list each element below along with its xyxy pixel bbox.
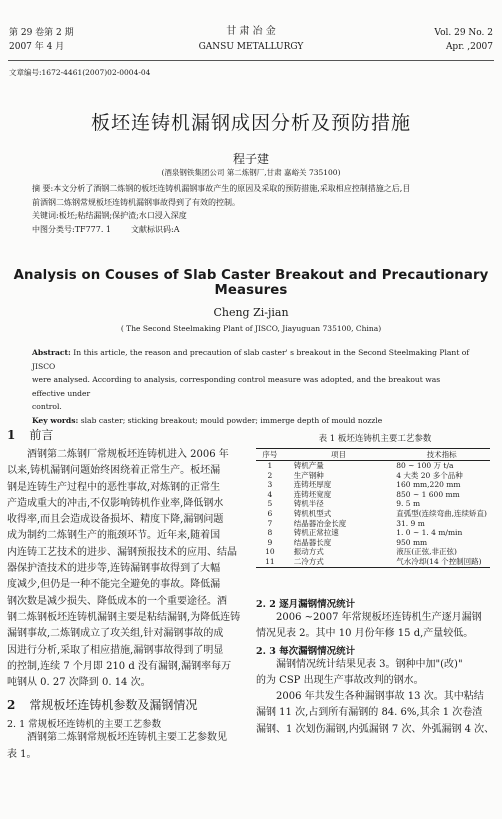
table-cell-index: 4 xyxy=(267,489,273,499)
table-cell-item: 铸机半径 xyxy=(293,499,324,509)
subsection-2-1-body xyxy=(7,730,247,763)
keywords-en-label: Key words: xyxy=(32,415,79,425)
paper-title-en: Analysis on Couses of Slab Caster Breakout and Precautionary Measures xyxy=(13,268,489,298)
table-cell-spec: 950 mm xyxy=(396,537,428,547)
table-cell-spec: 31. 9 m xyxy=(396,518,425,528)
text-line: 收得率,而且会造成设备损坏、精度下降,漏钢问题 xyxy=(7,514,224,526)
table-cell-spec: 850 ~ 1 600 mm xyxy=(396,489,460,499)
abstract-en xyxy=(32,346,472,427)
table-cell-spec: 直弧型(连续弯曲,连续矫直) xyxy=(396,508,487,518)
table-cell-spec: 气水冷却(14 个控制回路) xyxy=(393,557,490,567)
text-line: 漏钢 11 次,占到所有漏钢的 84. 6%,其余 1 次卷渣 xyxy=(256,707,483,719)
table-cell-spec: 4 大类 20 多个品种 xyxy=(396,470,463,480)
text-line: 漏钢、1 次划伤漏钢,内弧漏钢 7 次、外弧漏钢 4 次、 xyxy=(256,723,495,735)
header-rule xyxy=(8,60,494,61)
article-id: 文章编号:1672-4461(2007)02-0004-04 xyxy=(9,68,151,77)
section-1-number: 1 xyxy=(7,428,16,442)
section-1-title: 前言 xyxy=(29,428,54,442)
document-code: 文献标识码:A xyxy=(131,224,180,234)
table-cell-item: 生产钢种 xyxy=(293,470,324,480)
table-cell-index: 2 xyxy=(267,470,273,480)
text-line: 2006 ~2007 年常规板坯连铸机生产逐月漏钢 xyxy=(276,612,482,623)
abstract-en-line2: were analysed. According to analysis, corresponding control measure was adopted, and the breakout was effective under xyxy=(32,375,441,398)
text-line: 2006 年共发生各种漏钢事故 13 次。其中粘结 xyxy=(276,691,484,703)
text-line: 钢次数是减少损失、降低成本的一个重要途径。酒 xyxy=(7,595,227,607)
clc-number: 中图分类号:TF777. 1 xyxy=(32,224,112,234)
text-line: 度减少,但仍是一种不能完全避免的事故。降低漏 xyxy=(7,579,221,591)
table-row xyxy=(256,519,490,529)
table-row xyxy=(256,461,490,471)
section-1-heading xyxy=(7,426,247,443)
table-row xyxy=(256,547,490,557)
affiliation-cn: (酒泉钢铁集团公司 第二炼钢厂,甘肃 嘉峪关 735100) xyxy=(161,168,341,177)
text-line: 表 1。 xyxy=(7,748,37,760)
table-row xyxy=(256,499,490,509)
text-line: 的控制,连续 7 个月即 210 d 没有漏钢,漏钢率每万 xyxy=(7,660,232,672)
table-row xyxy=(256,471,490,481)
right-column xyxy=(256,596,494,738)
header-journal-en: GANSU METALLURGY xyxy=(198,42,304,52)
table-cell-index: 9 xyxy=(267,537,273,547)
table-cell-item: 铸机产量 xyxy=(293,461,324,470)
affiliation-en: ( The Second Steelmaking Plant of JISCO, Jiayuguan 735100, China) xyxy=(120,324,382,333)
abstract-cn xyxy=(32,182,472,236)
abstract-en-label: Abstract: xyxy=(32,348,71,357)
table-header-spec: 技术指标 xyxy=(393,449,490,461)
keywords-en: slab caster; sticking breakout; mould powder; immerge depth of mould nozzle xyxy=(80,415,383,425)
text-line: 漏钢事故,二炼钢成立了攻关组,针对漏钢事故的成 xyxy=(7,628,224,640)
text-line: 酒钢第二炼钢常规板坯连铸机主要工艺参数见 xyxy=(27,732,227,744)
author-en: Cheng Zi-jian xyxy=(213,306,289,319)
text-line: 酒钢第二炼钢厂常规板坯连铸机进入 2006 年 xyxy=(27,449,229,460)
table-cell-item: 振动方式 xyxy=(293,547,324,557)
table-cell-spec: 160 mm,220 mm xyxy=(396,480,461,490)
table-1 xyxy=(256,432,494,568)
text-line: 产造成重大的冲击,不仅影响铸机作业率,降低钢水 xyxy=(7,497,224,509)
table-cell-item: 铸机机型式 xyxy=(293,508,332,518)
text-line: 漏钢情况统计结果见表 3。钢种中加"(改)" xyxy=(276,658,463,670)
table-header-item: 项目 xyxy=(284,449,393,461)
table-cell-item: 结晶器长度 xyxy=(293,537,332,547)
header-date-cn: 2007 年 4 月 xyxy=(9,42,65,52)
paper-title-cn: 板坯连铸机漏钢成因分析及预防措施 xyxy=(90,112,411,134)
table-cell-spec: 9. 5 m xyxy=(396,499,421,509)
abstract-cn-line2: 前酒钢二炼钢常规板坯连铸机漏钢事故得到了有效的控制。 xyxy=(32,197,240,207)
table-row xyxy=(256,490,490,500)
keywords-cn: 关键词:板坯;粘结漏钢;保护渣;水口浸入深度 xyxy=(32,211,187,220)
header-volume-cn: 第 29 卷第 2 期 xyxy=(9,28,74,38)
text-line: 内连铸工艺技术的进步、漏钢预报技术的应用、结晶 xyxy=(7,546,237,558)
header-date-en: Apr. ,2007 xyxy=(445,42,493,52)
abstract-en-line3: control. xyxy=(32,402,62,411)
table-cell-spec: 1. 0 ~ 1. 4 m/min xyxy=(396,528,463,538)
subsection-2-3: 2. 3 每次漏钢情况统计 xyxy=(256,645,356,657)
text-line: 因进行分析,采取了相应措施,漏钢事故得到了明显 xyxy=(7,644,224,656)
table-row xyxy=(256,557,490,567)
text-line: 钢是连铸生产过程中的恶性事故,对炼钢的正常生 xyxy=(7,481,221,493)
text-line: 吨钢从 0. 27 次降到 0. 14 次。 xyxy=(7,677,151,689)
section-2-number: 2 xyxy=(7,698,16,713)
table-cell-index: 10 xyxy=(265,547,275,557)
table-cell-item: 连铸坯宽度 xyxy=(293,489,332,499)
table-cell-index: 3 xyxy=(267,480,273,490)
abstract-cn-line1: 本文分析了酒钢二炼钢的板坯连铸机漏钢事故产生的原因及采取的预防措施,采取相应控制措施之后,目 xyxy=(53,184,411,193)
table-cell-item: 连铸坯厚度 xyxy=(293,480,332,490)
table-cell-item: 二冷方式 xyxy=(284,557,393,567)
subsection-2-1: 2. 1 常规板坯连铸机的主要工艺参数 xyxy=(7,719,162,731)
text-line: 以来,铸机漏钢问题始终困绕着正常生产。板坯漏 xyxy=(7,465,221,477)
table-cell-item: 结晶器冶金长度 xyxy=(293,518,347,528)
left-column xyxy=(7,426,247,763)
table-cell-index: 7 xyxy=(267,518,273,528)
section-2-heading xyxy=(7,696,247,713)
table-row xyxy=(256,528,490,538)
subsection-2-2-body xyxy=(256,610,494,643)
table-cell-index: 8 xyxy=(267,528,273,538)
table-header-row xyxy=(256,449,490,461)
text-line: 钢二炼钢板坯连铸机漏钢主要是粘结漏钢,为降低连铸 xyxy=(7,611,241,623)
table-cell-index: 6 xyxy=(267,508,273,518)
text-line: 成为制约二炼钢生产的瓶颈环节。近年来,随着国 xyxy=(7,530,221,542)
table-cell-item: 铸机正常拉速 xyxy=(293,528,339,538)
table-header-index: 序号 xyxy=(256,449,284,461)
subsection-2-2: 2. 2 逐月漏钢情况统计 xyxy=(256,599,356,610)
section-1-body xyxy=(7,447,247,691)
table-1-caption: 表 1 板坯连铸机主要工艺参数 xyxy=(318,434,432,444)
table-cell-spec: 液压(正弦,非正弦) xyxy=(396,547,457,557)
table-cell-spec: 80 ~ 100 万 t/a xyxy=(396,461,454,470)
subsection-2-3-body xyxy=(256,657,494,738)
text-line: 器保护渣技术的进步等,连铸漏钢事故得到了大幅 xyxy=(7,563,221,575)
table-cell-index: 1 xyxy=(267,461,273,470)
table-1-grid xyxy=(256,448,490,568)
table-cell-index: 5 xyxy=(267,499,273,509)
table-cell-index: 11 xyxy=(256,557,284,567)
text-line: 的为 CSP 出现生产事故改判的钢水。 xyxy=(256,674,424,686)
author-cn: 程子建 xyxy=(232,152,269,166)
header-journal-cn: 甘 肃 冶 金 xyxy=(226,26,276,37)
text-line: 情况见表 2。其中 10 月份年修 15 d,产量较低。 xyxy=(256,628,474,640)
table-row xyxy=(256,509,490,519)
abstract-en-line1: In this article, the reason and precaution of slab caster' s breakout in the Second Steelmaking Plant of JISCO xyxy=(32,348,470,371)
table-row xyxy=(256,538,490,548)
section-2-title: 常规板坯连铸机参数及漏钢情况 xyxy=(29,698,198,713)
header-volume-en: Vol. 29 No. 2 xyxy=(434,28,493,38)
abstract-cn-label: 摘 要: xyxy=(32,184,54,193)
table-row xyxy=(256,480,490,490)
